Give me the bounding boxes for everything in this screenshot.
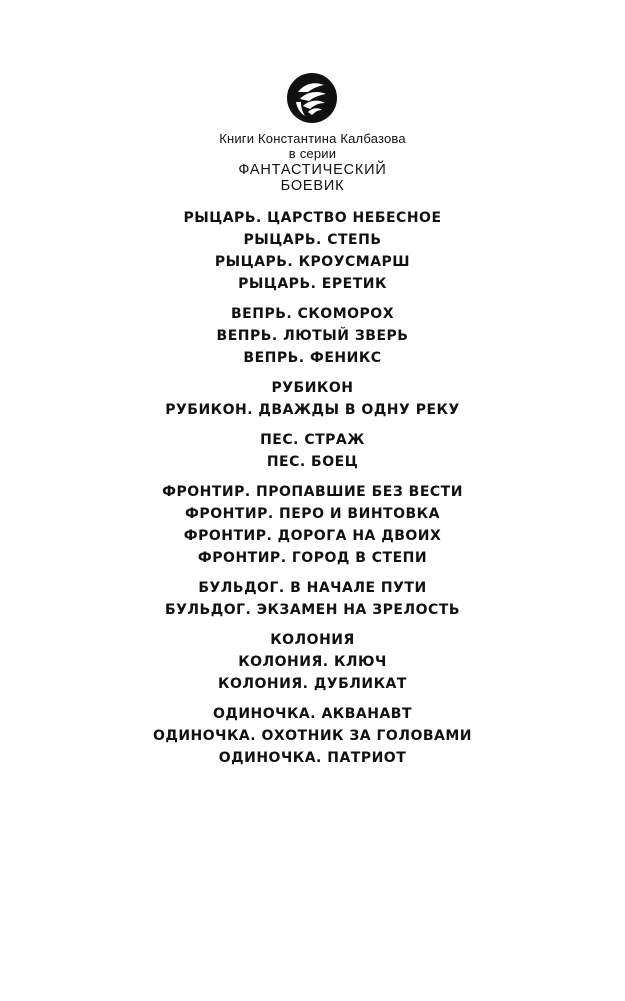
book-title: БУЛЬДОГ. ЭКЗАМЕН НА ЗРЕЛОСТЬ	[164, 602, 461, 618]
book-series-group	[0, 577, 625, 621]
book-title: РЫЦАРЬ. СТЕПЬ	[243, 232, 382, 248]
book-title: ВЕПРЬ. ЛЮТЫЙ ЗВЕРЬ	[216, 328, 409, 344]
book-title: КОЛОНИЯ. ДУБЛИКАТ	[218, 676, 407, 692]
book-title: ФРОНТИР. ПЕРО И ВИНТОВКА	[185, 506, 440, 522]
book-title: РЫЦАРЬ. КРОУСМАРШ	[214, 254, 411, 270]
book-title: ПЕС. БОЕЦ	[266, 454, 359, 470]
book-title: ФРОНТИР. ДОРОГА НА ДВОИХ	[183, 528, 442, 544]
book-series-group	[0, 703, 625, 769]
book-list	[0, 207, 625, 777]
book-title: ПЕС. СТРАЖ	[260, 432, 365, 448]
book-title: РЫЦАРЬ. ЦАРСТВО НЕБЕСНОЕ	[183, 210, 442, 226]
book-title: РЫЦАРЬ. ЕРЕТИК	[238, 276, 387, 292]
book-title: ОДИНОЧКА. ОХОТНИК ЗА ГОЛОВАМИ	[152, 728, 473, 744]
book-title: РУБИКОН	[271, 380, 354, 396]
book-series-group	[0, 207, 625, 295]
series-name-line-1: ФАНТАСТИЧЕСКИЙ	[238, 162, 387, 178]
book-series-group	[0, 377, 625, 421]
book-title: РУБИКОН. ДВАЖДЫ В ОДНУ РЕКУ	[165, 402, 460, 418]
series-intro	[0, 131, 625, 161]
publisher-logo-icon	[286, 72, 338, 124]
book-title: ВЕПРЬ. ФЕНИКС	[243, 350, 382, 366]
book-title: ФРОНТИР. ПРОПАВШИЕ БЕЗ ВЕСТИ	[162, 484, 463, 500]
book-title: КОЛОНИЯ. КЛЮЧ	[238, 654, 387, 670]
book-series-group	[0, 429, 625, 473]
book-title: БУЛЬДОГ. В НАЧАЛЕ ПУТИ	[198, 580, 427, 596]
book-series-group	[0, 481, 625, 569]
book-title: ОДИНОЧКА. АКВАНАВТ	[212, 706, 413, 722]
series-name	[0, 162, 625, 194]
intro-author-line: Книги Константина Калбазова	[219, 131, 406, 146]
book-title: ФРОНТИР. ГОРОД В СТЕПИ	[197, 550, 428, 566]
intro-series-line: в серии	[288, 146, 337, 161]
book-title: ОДИНОЧКА. ПАТРИОТ	[218, 750, 407, 766]
book-series-group	[0, 629, 625, 695]
book-title: ВЕПРЬ. СКОМОРОХ	[231, 306, 394, 322]
book-series-group	[0, 303, 625, 369]
book-title: КОЛОНИЯ	[270, 632, 355, 648]
series-name-line-2: БОЕВИК	[280, 178, 345, 194]
